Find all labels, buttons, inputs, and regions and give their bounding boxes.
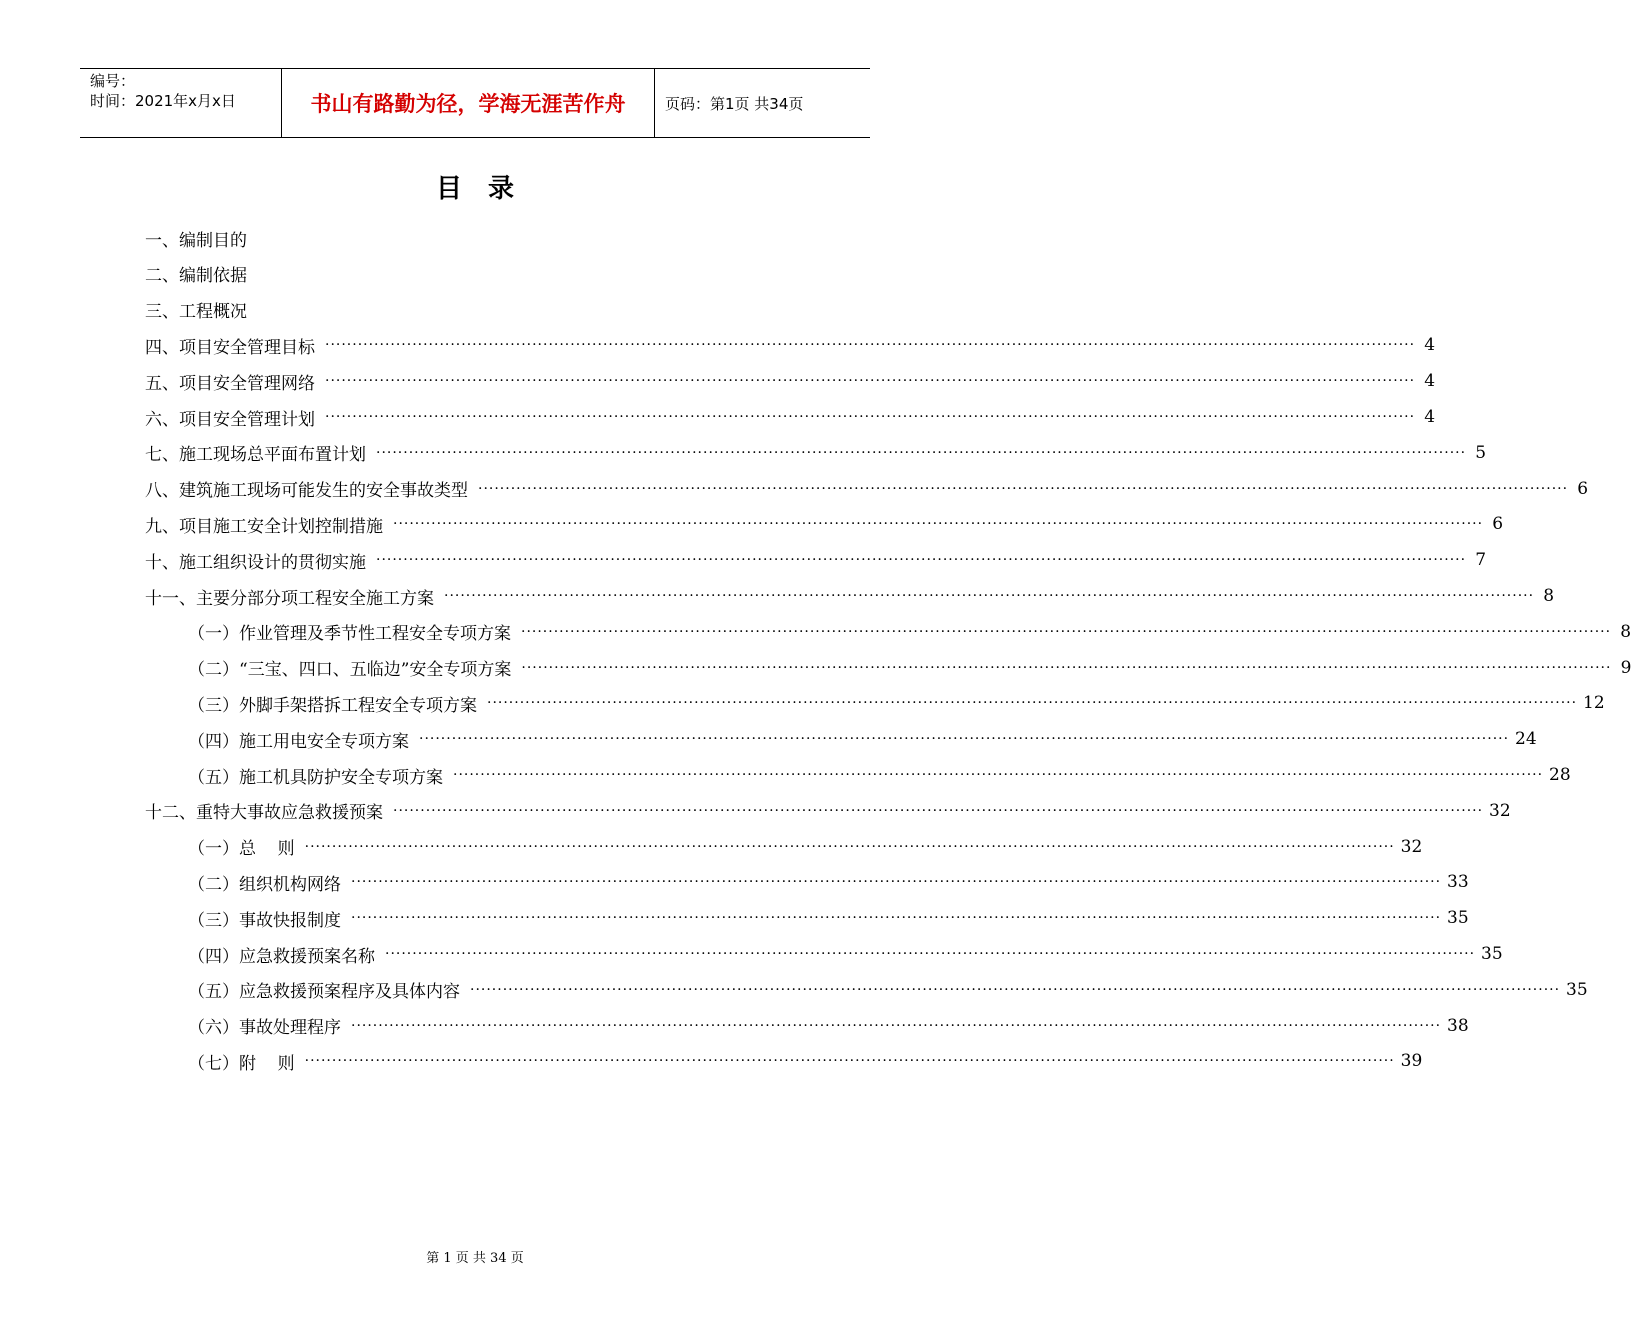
toc-entry[interactable] bbox=[145, 506, 1504, 542]
toc-leader-dots: ········································································································································································································ bbox=[376, 552, 1467, 569]
toc-entry-page: 9 bbox=[1620, 657, 1631, 678]
toc-entry-label: （四）应急救援预案名称 bbox=[188, 946, 375, 967]
toc-leader-dots: ········································································································································································································ bbox=[325, 337, 1416, 354]
toc-entry-label: （二）“三宝、四口、五临边”安全专项方案 bbox=[188, 660, 512, 681]
toc-leader-dots: ········································································································································································································ bbox=[470, 981, 1561, 998]
toc-entry-page: 4 bbox=[1424, 407, 1436, 427]
toc-entry-label: 五、项目安全管理网络 bbox=[145, 373, 315, 394]
toc-leader-dots: ········································································································································································································ bbox=[325, 373, 1416, 390]
toc-leader-dots: ········································································································································································································ bbox=[393, 802, 1484, 819]
toc-entry[interactable] bbox=[145, 542, 1487, 578]
toc-entry-label: 十一、主要分部分项工程安全施工方案 bbox=[145, 588, 434, 609]
toc-entry-label: 六、项目安全管理计划 bbox=[145, 409, 315, 430]
toc-entry[interactable] bbox=[188, 650, 1631, 686]
toc-leader-dots: ········································································································································································································ bbox=[304, 838, 1395, 855]
toc-entry-label: （二）组织机构网络 bbox=[188, 874, 341, 895]
toc-leader-dots: ········································································································································································································ bbox=[487, 695, 1578, 712]
toc-entry-label: 四、项目安全管理目标 bbox=[145, 337, 315, 358]
toc-entry-label: 二、编制依据 bbox=[145, 266, 247, 287]
page-header bbox=[80, 68, 870, 138]
toc-entry[interactable] bbox=[188, 1008, 1469, 1044]
toc-entry-page: 39 bbox=[1400, 1051, 1423, 1072]
toc-leader-dots: ········································································································································································································ bbox=[521, 623, 1612, 640]
toc-entry-label: （七）附 则 bbox=[188, 1053, 295, 1074]
toc-entry-page: 35 bbox=[1566, 979, 1588, 1000]
toc-leader-dots: ········································································································································································································ bbox=[351, 874, 1442, 891]
toc-entry-label: 十二、重特大事故应急救援预案 bbox=[145, 803, 383, 824]
toc-entry-page: 4 bbox=[1424, 335, 1436, 356]
toc-entry[interactable] bbox=[145, 793, 1511, 829]
toc-entry-page: 6 bbox=[1492, 514, 1504, 535]
toc-entry[interactable] bbox=[145, 327, 1436, 363]
toc-entry[interactable] bbox=[188, 757, 1571, 793]
toc-entry[interactable] bbox=[145, 399, 1436, 435]
toc-entry[interactable] bbox=[188, 900, 1469, 936]
toc-entry-label: （六）事故处理程序 bbox=[188, 1018, 341, 1039]
toc-entry-page: 8 bbox=[1620, 621, 1631, 642]
toc-leader-dots: ········································································································································································································ bbox=[385, 946, 1476, 962]
document-date-label: 时间：2021年x月x日 bbox=[90, 92, 236, 110]
toc-entry-label: （五）施工机具防护安全专项方案 bbox=[188, 767, 443, 788]
toc-entry-label: （三）事故快报制度 bbox=[188, 910, 341, 931]
toc-entry[interactable] bbox=[188, 721, 1537, 757]
toc-leader-dots: ········································································································································································································ bbox=[325, 409, 1416, 425]
toc-entry[interactable] bbox=[188, 972, 1588, 1008]
toc-entry[interactable] bbox=[188, 614, 1631, 650]
toc-entry-page: 38 bbox=[1447, 1015, 1469, 1036]
page-title: 目录 bbox=[435, 174, 540, 204]
toc-entry-label: （三）外脚手架搭拆工程安全专项方案 bbox=[188, 695, 477, 716]
toc-entry[interactable] bbox=[145, 471, 1589, 507]
toc-entry-page: 6 bbox=[1577, 478, 1589, 499]
header-meta bbox=[80, 69, 282, 137]
toc-entry[interactable] bbox=[145, 435, 1487, 471]
toc-entry-page: 5 bbox=[1475, 442, 1487, 463]
toc-entry-page: 32 bbox=[1489, 800, 1511, 821]
toc-entry-label: （四）施工用电安全专项方案 bbox=[188, 731, 409, 752]
toc-entry[interactable] bbox=[188, 1043, 1423, 1079]
toc-entry-label: 一、编制目的 bbox=[145, 230, 247, 251]
toc-entry-page: 35 bbox=[1481, 944, 1503, 964]
toc-entry-page: 4 bbox=[1424, 371, 1436, 392]
toc-entry-page: 32 bbox=[1400, 836, 1423, 857]
header-page-label: 页码：第1页 共34页 bbox=[665, 94, 804, 113]
toc-leader-dots: ········································································································································································································ bbox=[376, 444, 1467, 461]
toc-entry-label: 七、施工现场总平面布置计划 bbox=[145, 445, 366, 466]
toc-leader-dots: ········································································································································································································ bbox=[351, 1017, 1442, 1034]
toc-leader-dots: ········································································································································································································ bbox=[478, 480, 1569, 497]
toc-entry[interactable] bbox=[145, 292, 247, 328]
toc-entry[interactable] bbox=[188, 936, 1503, 972]
toc-leader-dots: ········································································································································································································ bbox=[393, 516, 1484, 533]
page-footer: 第 1 页 共 34 页 bbox=[426, 1251, 524, 1266]
toc-entry-label: （一）总 则 bbox=[188, 839, 295, 860]
toc-entry-page: 28 bbox=[1549, 765, 1571, 785]
toc-entry[interactable] bbox=[145, 578, 1555, 614]
document-number-label: 编号： bbox=[90, 72, 136, 90]
toc-entry-label: 十、施工组织设计的贯彻实施 bbox=[145, 552, 366, 573]
toc-entry-label: 三、工程概况 bbox=[145, 302, 247, 323]
toc-entry[interactable] bbox=[188, 685, 1605, 721]
toc-leader-dots: ········································································································································································································ bbox=[444, 588, 1535, 604]
toc-entry-label: 八、建筑施工现场可能发生的安全事故类型 bbox=[145, 481, 468, 502]
toc-leader-dots: ········································································································································································································ bbox=[453, 767, 1544, 783]
toc-leader-dots: ········································································································································································································ bbox=[351, 910, 1442, 927]
toc-entry[interactable] bbox=[188, 829, 1423, 865]
toc-leader-dots: ········································································································································································································ bbox=[304, 1053, 1395, 1070]
toc-leader-dots: ········································································································································································································ bbox=[521, 659, 1612, 676]
toc-entry-page: 7 bbox=[1475, 550, 1487, 571]
toc-entry-label: （一）作业管理及季节性工程安全专项方案 bbox=[188, 624, 511, 645]
toc-entry-page: 35 bbox=[1447, 908, 1469, 929]
toc-leader-dots: ········································································································································································································ bbox=[419, 731, 1510, 748]
toc-entry-page: 8 bbox=[1543, 586, 1555, 606]
toc-entry-page: 24 bbox=[1515, 729, 1537, 750]
toc-entry-label: （五）应急救援预案程序及具体内容 bbox=[188, 982, 460, 1003]
header-motto: 书山有路勤为径，学海无涯苦作舟 bbox=[282, 69, 655, 137]
toc-entry[interactable] bbox=[145, 220, 247, 256]
toc-entry[interactable] bbox=[145, 256, 247, 292]
toc-entry-page: 12 bbox=[1583, 693, 1605, 714]
toc-entry[interactable] bbox=[188, 864, 1469, 900]
toc-entry[interactable] bbox=[145, 363, 1436, 399]
toc-entry-page: 33 bbox=[1447, 872, 1469, 893]
toc-entry-label: 九、项目施工安全计划控制措施 bbox=[145, 516, 383, 537]
